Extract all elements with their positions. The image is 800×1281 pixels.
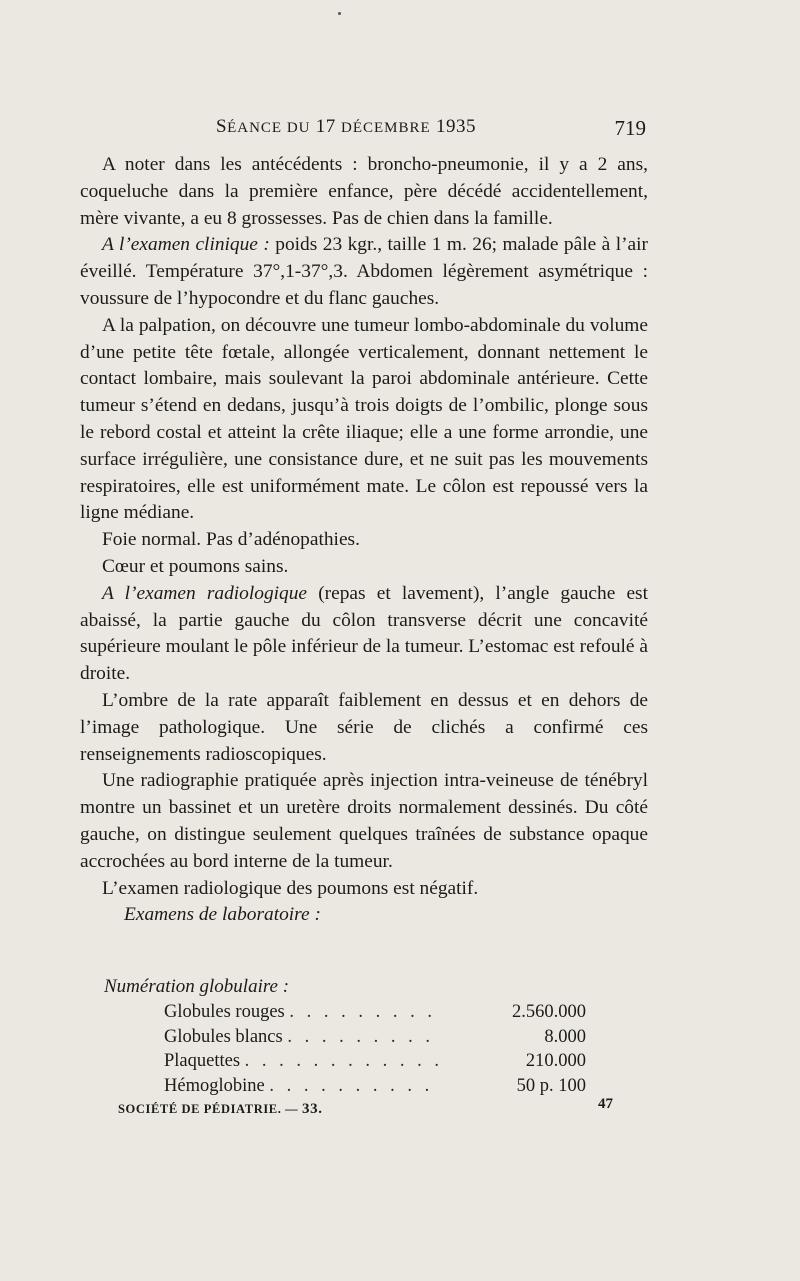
paragraph-radiologique	[80, 581, 648, 688]
running-title-initial: S	[216, 116, 228, 137]
table-row	[164, 1049, 586, 1074]
dot-leader: . . . . . . . . . . . .	[244, 1051, 444, 1071]
paragraph-clinique	[80, 232, 648, 312]
table-row	[164, 1025, 586, 1050]
count-label	[164, 1000, 474, 1025]
running-header	[80, 116, 646, 142]
footer-sheet-number: 47	[598, 1096, 613, 1112]
paragraph-foie: Foie normal. Pas d’adénopathies.	[102, 529, 360, 551]
running-title	[216, 116, 476, 138]
paragraph-antecedents: A noter dans les antécédents : broncho-pneumonie, il y a 2 ans, coqueluche dans la première enfance, père décédé accidentellement, mère vivante, a eu 8 grossesses. Pas de chien dans la famille.	[80, 154, 648, 229]
paragraph-coeur: Cœur et poumons sains.	[102, 555, 289, 577]
table-row	[164, 1000, 586, 1025]
count-label	[164, 1074, 474, 1099]
running-title-month: DÉCEMBRE	[341, 120, 431, 136]
table-row	[164, 1074, 586, 1099]
print-speck	[338, 12, 341, 15]
footer-signature-number: 33.	[302, 1101, 323, 1117]
page-number: 719	[614, 116, 646, 140]
running-title-day: 17	[315, 116, 336, 137]
paragraph-palpation: A la palpation, on découvre une tumeur lombo-abdominale du volume d’une petite tête fœtale, allongée verticalement, donnant nettement le contact lombaire, mais soulevant la paroi abdominale antérieure. Cette tumeur s’étend en dedans, jusqu’à trois doigts de l’ombilic, plonge sous le rebord costal et atteint la crête iliaque; elle a une forme arrondie, une surface irrégulière, une consistance dure, et ne suit pas les mouvements respiratoires, elle est uniformément mate. Le côlon est repoussé vers la ligne médiane.	[80, 314, 648, 524]
footer-society: SOCIÉTÉ DE PÉDIATRIE. —	[118, 1102, 299, 1116]
text-clinique: poids 23 kgr., taille 1 m. 26; malade pâle à l’air éveillé. Température 37°,1-37°,3. Abdomen légèrement asymétrique : voussure de l’hypocondre et du flanc gauches.	[80, 234, 649, 309]
label-text: Globules rouges	[164, 1002, 285, 1022]
running-title-year: 1935	[435, 116, 476, 137]
count-value: 8.000	[544, 1026, 586, 1047]
dot-leader: . . . . . . . . . .	[269, 1075, 434, 1096]
count-value: 2.560.000	[512, 1002, 586, 1022]
body-text	[80, 152, 648, 929]
label-text: Globules blancs	[164, 1026, 283, 1047]
count-value: 50 p. 100	[516, 1075, 586, 1096]
laboratory-heading: Examens de laboratoire :	[124, 904, 321, 926]
running-title-smallcaps: ÉANCE DU	[227, 120, 311, 136]
label-text: Hémoglobine	[164, 1075, 265, 1096]
paragraph-radiographie: Une radiographie pratiquée après injection intra-veineuse de ténébryl montre un bassinet et un uretère droits normalement dessinés. Du côté gauche, on distingue seulement quelques traînées de substance opaque accrochées au bord interne de la tumeur.	[80, 770, 648, 872]
text-radiologique: (repas et lavement), l’angle gauche est abaissé, la partie gauche du côlon transverse décrit une concavité supérieure moulant le pôle inférieur de la tumeur. L’estomac est refoulé à droite.	[80, 582, 648, 685]
lead-radiologique: A l’examen radiologique	[102, 582, 308, 604]
paragraph-poumons: L’examen radiologique des poumons est négatif.	[102, 877, 479, 899]
numeration-heading: Numération globulaire :	[104, 976, 290, 997]
label-text: Plaquettes	[164, 1051, 241, 1071]
paragraph-rate: L’ombre de la rate apparaît faiblement en dessus et en dehors de l’image pathologique. Une série de clichés a confirmé ces renseignements radioscopiques.	[80, 689, 648, 765]
count-label	[164, 1049, 474, 1074]
dot-leader: . . . . . . . . .	[287, 1026, 434, 1047]
dot-leader: . . . . . . . . .	[289, 1002, 436, 1022]
blood-count-table	[164, 1000, 586, 1098]
footer-signature	[118, 1101, 323, 1118]
count-label	[164, 1025, 474, 1050]
count-value: 210.000	[525, 1051, 586, 1071]
lead-clinique: A l’examen clinique :	[102, 234, 270, 256]
